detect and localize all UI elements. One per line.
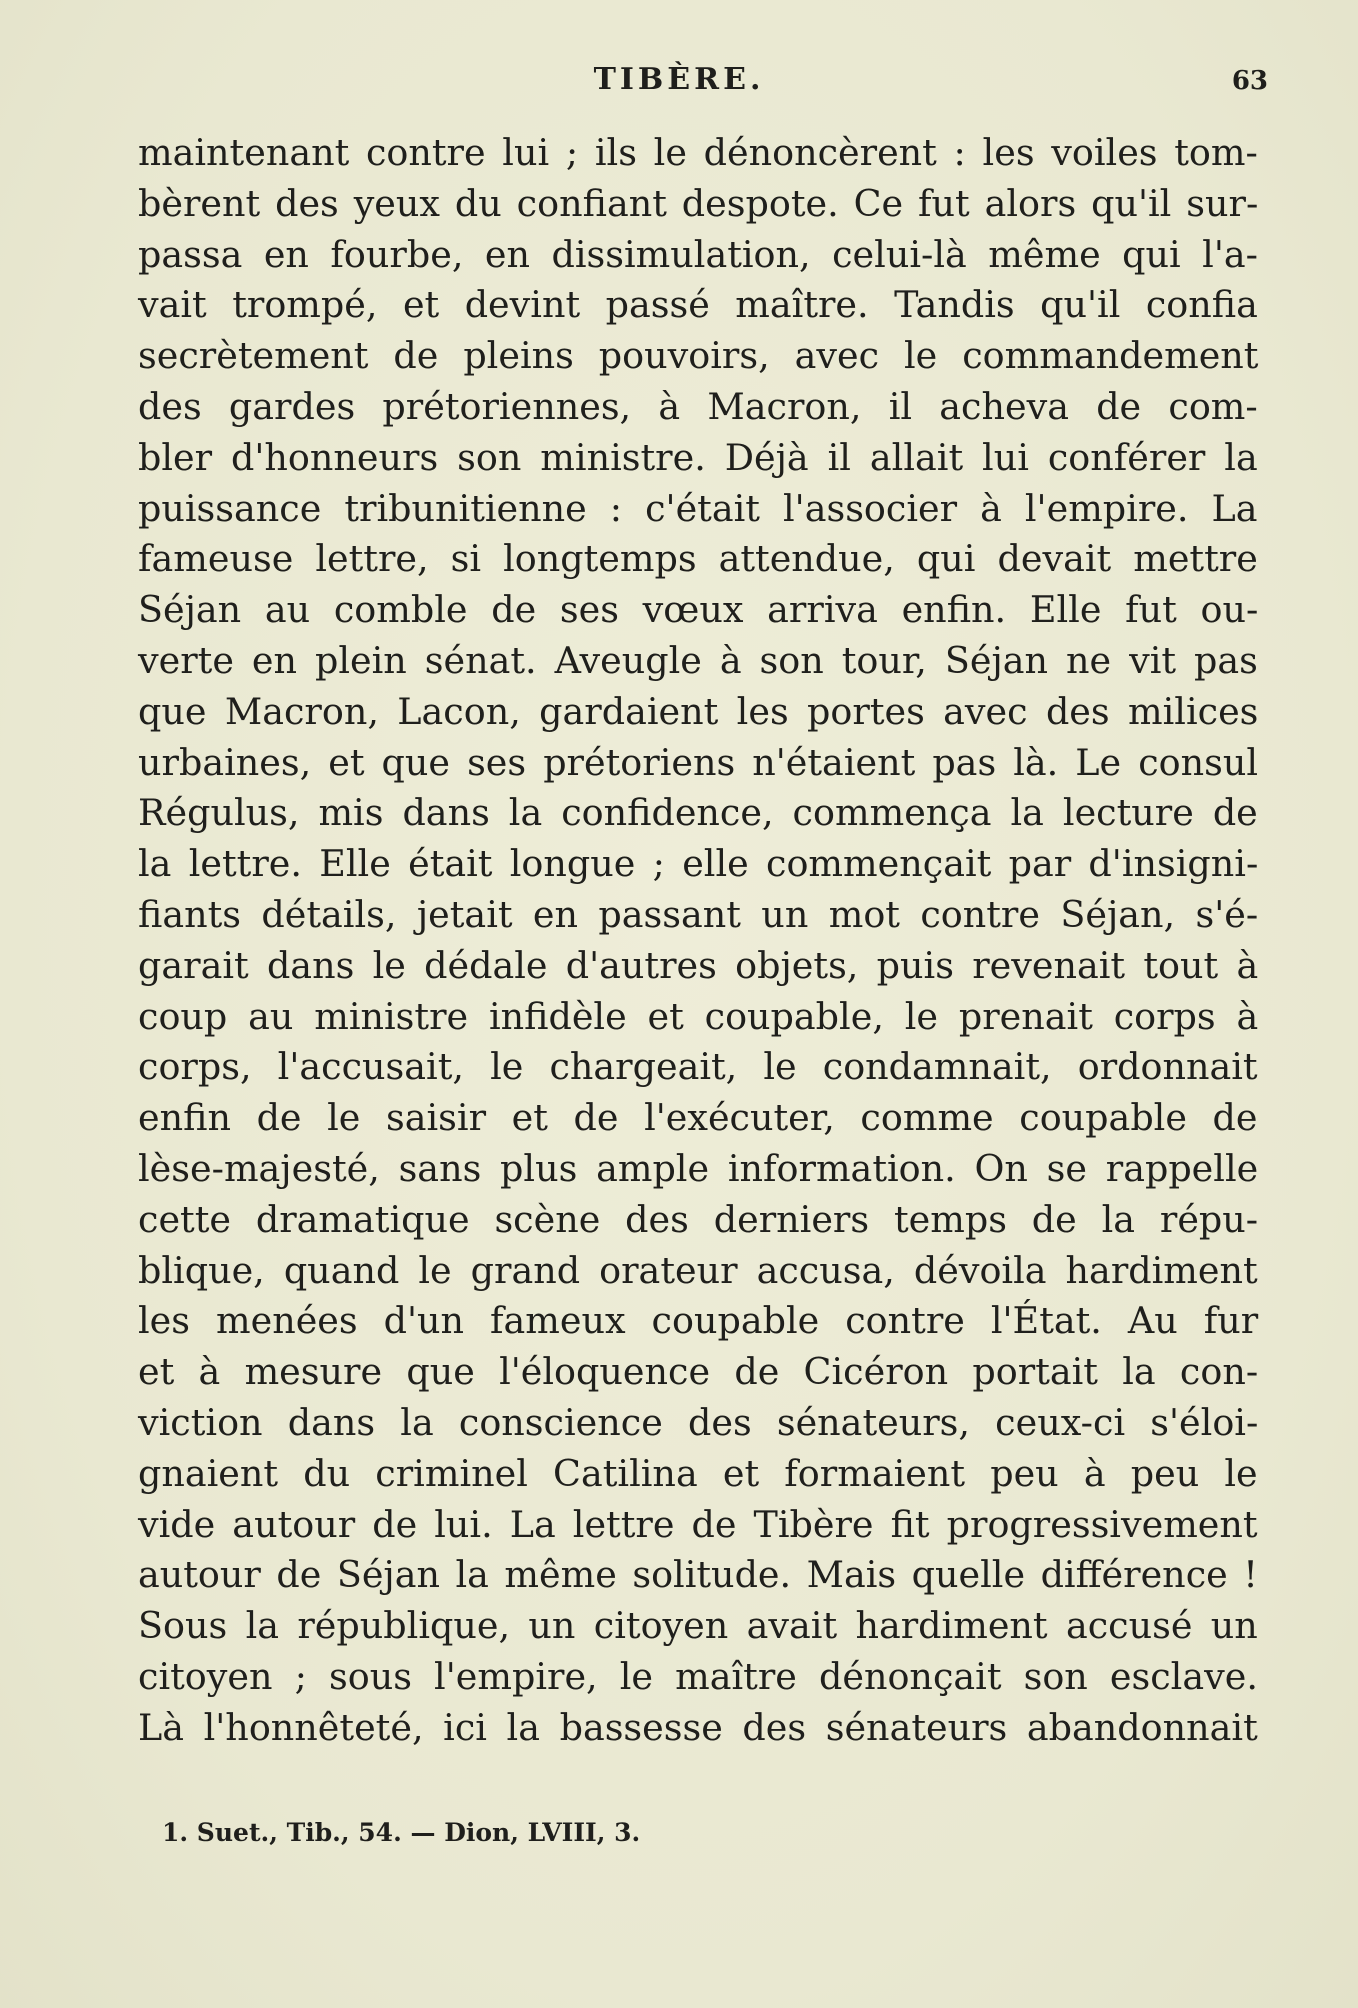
text-line: maintenant contre lui ; ils le dénoncèrent : les voiles tom-	[138, 131, 1258, 174]
text-line: passa en fourbe, en dissimulation, celui-là même qui l'a-	[138, 232, 1258, 276]
text-line: fameuse lettre, si longtemps attendue, qui devait mettre	[138, 537, 1258, 581]
text-line: la lettre. Elle était longue ; elle commençait par d'insigni-	[138, 842, 1259, 886]
text-line: cette dramatique scène des derniers temps de la répu-	[138, 1197, 1259, 1241]
text-line: bler d'honneurs son ministre. Déjà il allait lui conférer la	[138, 435, 1258, 479]
text-line: fiants détails, jetait en passant un mot contre Séjan, s'é-	[138, 892, 1259, 936]
running-title: TIBÈRE.	[593, 62, 765, 97]
text-line: Sous la république, un citoyen avait hardiment accusé un	[138, 1604, 1258, 1648]
text-line: coup au ministre infidèle et coupable, le prenait corps à	[138, 994, 1259, 1038]
text-line: citoyen ; sous l'empire, le maître dénonçait son esclave.	[138, 1654, 1258, 1698]
text-line: verte en plein sénat. Aveugle à son tour, Séjan ne vit pas	[138, 638, 1258, 682]
page-header	[0, 62, 1358, 102]
text-line: corps, l'accusait, le chargeait, le condamnait, ordonnait	[138, 1045, 1258, 1089]
text-line: viction dans la conscience des sénateurs, ceux-ci s'éloi-	[138, 1400, 1259, 1444]
text-line: les menées d'un fameux coupable contre l'État. Au fur	[138, 1299, 1259, 1343]
text-line: garait dans le dédale d'autres objets, puis revenait tout à	[138, 943, 1259, 987]
text-line: urbaines, et que ses prétoriens n'étaient pas là. Le consul	[138, 740, 1259, 784]
text-line: gnaient du criminel Catilina et formaient peu à peu le	[138, 1451, 1258, 1495]
text-line: autour de Séjan la même solitude. Mais quelle différence !	[138, 1553, 1258, 1597]
text-line: lèse-majesté, sans plus ample information. On se rappelle	[138, 1146, 1259, 1190]
body-text	[138, 128, 1258, 1754]
text-line: et à mesure que l'éloquence de Cicéron portait la con-	[138, 1350, 1259, 1394]
text-line: Régulus, mis dans la confidence, commença la lecture de	[138, 791, 1258, 835]
text-line: puissance tribunitienne : c'était l'associer à l'empire. La	[138, 486, 1258, 530]
text-line: que Macron, Lacon, gardaient les portes avec des milices	[138, 689, 1259, 733]
page-number: 63	[1231, 66, 1268, 96]
footnote: 1. Suet., Tib., 54. — Dion, LVIII, 3.	[162, 1818, 641, 1847]
text-line: des gardes prétoriennes, à Macron, il acheva de com-	[138, 384, 1258, 428]
text-line: secrètement de pleins pouvoirs, avec le commandement	[138, 334, 1259, 378]
text-line: blique, quand le grand orateur accusa, dévoila hardiment	[138, 1248, 1258, 1292]
text-line: Là l'honnêteté, ici la bassesse des sénateurs abandonnait	[138, 1705, 1258, 1749]
text-line: bèrent des yeux du confiant despote. Ce fut alors qu'il sur-	[138, 181, 1259, 225]
text-line: enfin de le saisir et de l'exécuter, comme coupable de	[138, 1096, 1258, 1140]
text-line: vait trompé, et devint passé maître. Tandis qu'il confia	[138, 283, 1258, 327]
text-line: Séjan au comble de ses vœux arriva enfin. Elle fut ou-	[138, 588, 1259, 632]
text-line: vide autour de lui. La lettre de Tibère fit progressivement	[138, 1502, 1258, 1546]
